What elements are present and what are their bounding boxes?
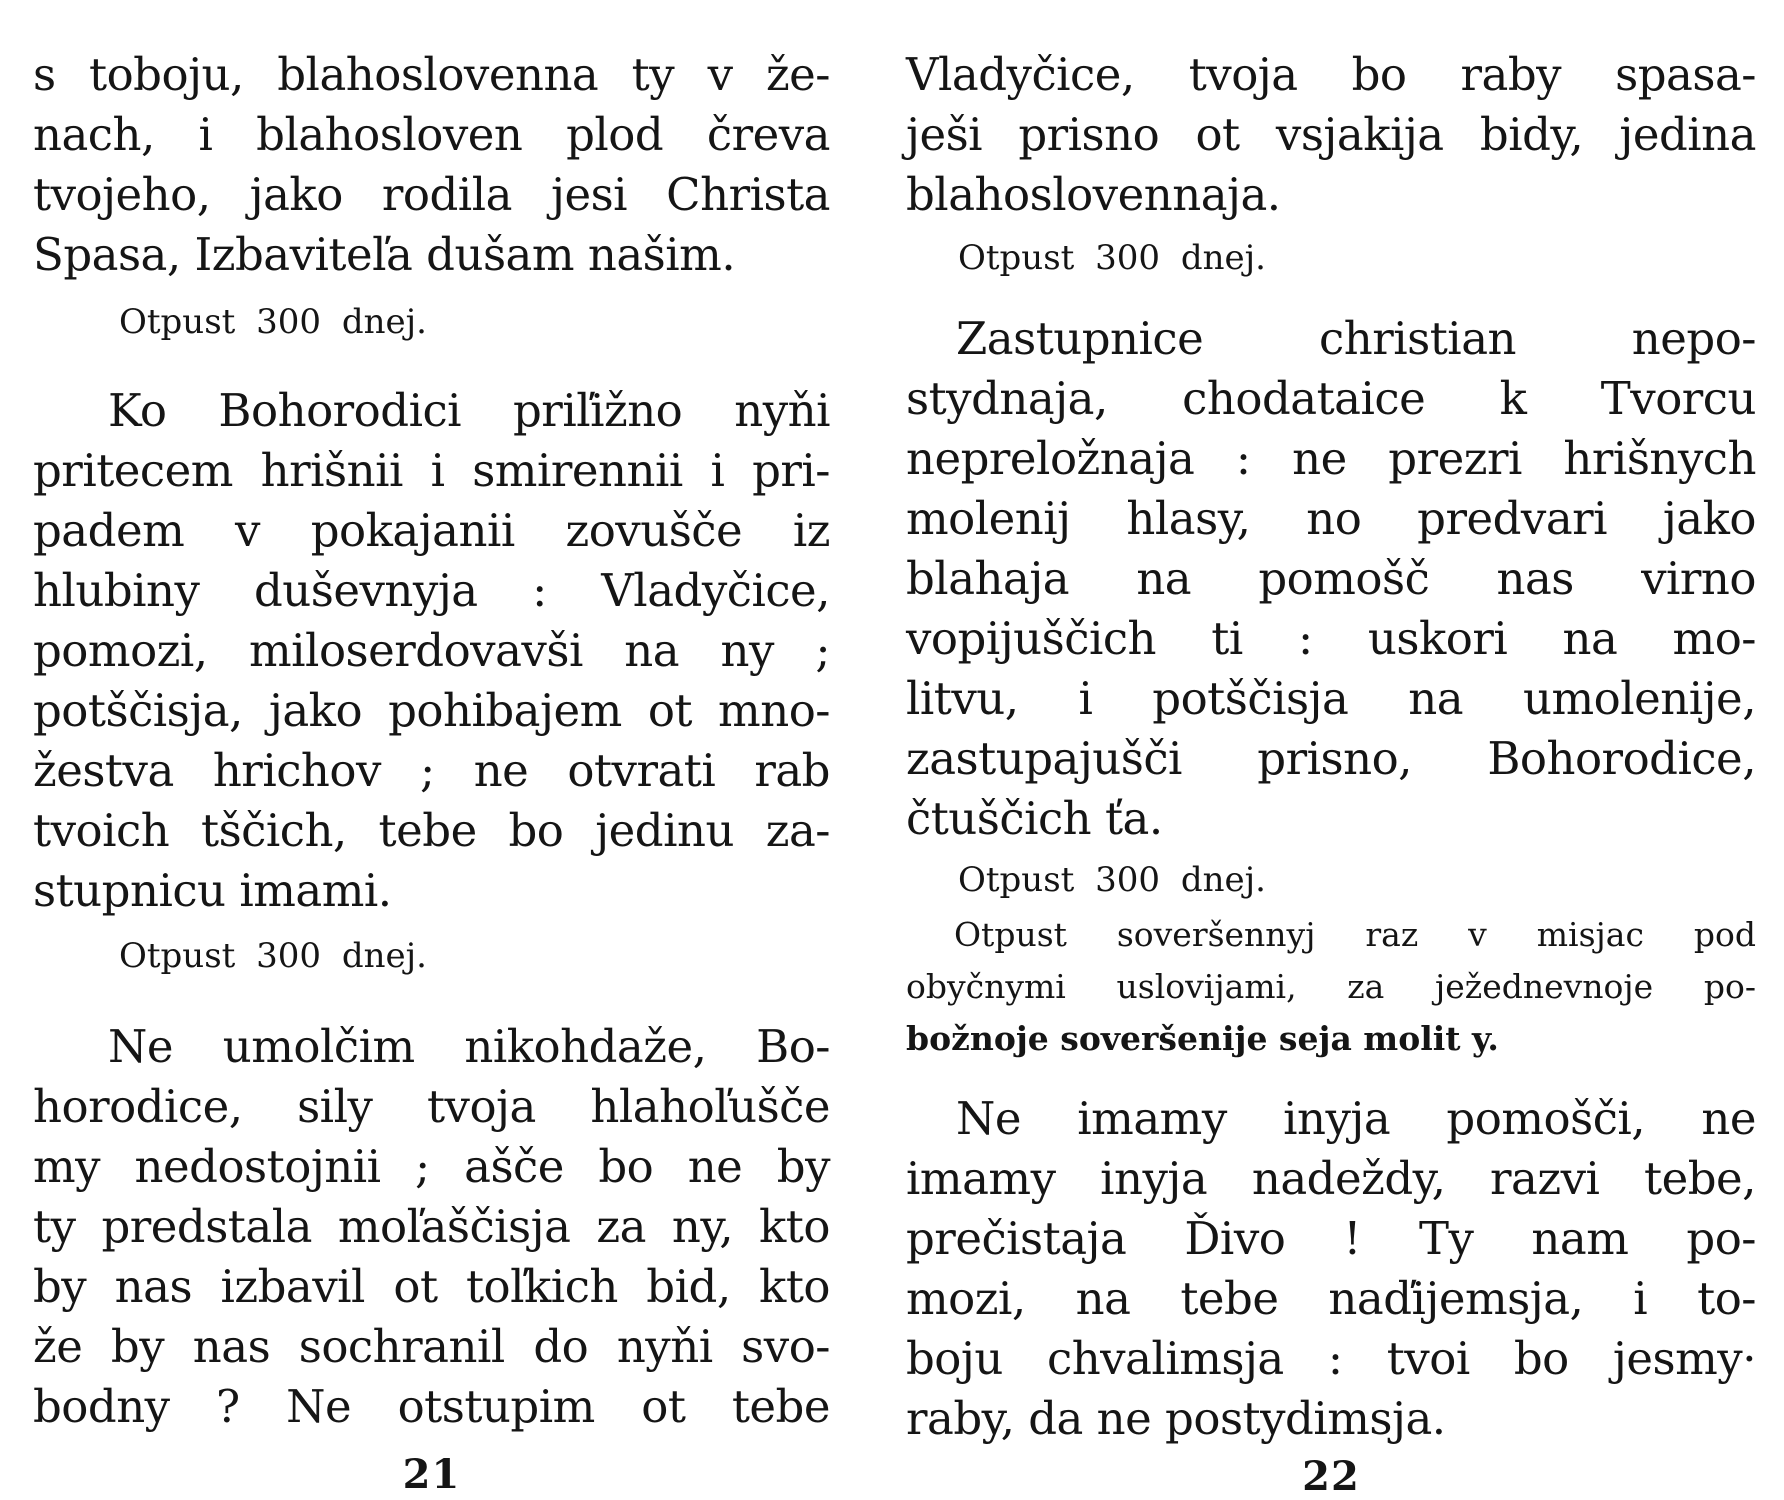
text-line: že by nas sochranil do nyňi svo- [33, 1320, 830, 1373]
text-line: Ne imamy inyja pomošči, ne [956, 1092, 1756, 1145]
indulgence-note [906, 857, 1756, 903]
text-line: boju chvalimsja : tvoi bo jesmy· [906, 1332, 1756, 1385]
paragraph [33, 381, 830, 921]
text-line: padem v pokajanii zovušče iz [33, 504, 830, 557]
paragraph [906, 1089, 1756, 1449]
page-number-right: 22 [1302, 1453, 1360, 1500]
text-line: čtuščich ťa. [906, 792, 1163, 845]
text-line: s toboju, blahoslovenna ty v že- [33, 48, 830, 101]
text-line: tvojeho, jako rodila jesi Christa [33, 168, 830, 221]
text-line: Zastupnice christian nepo- [956, 312, 1756, 365]
text-line: Spasa, Izbaviteľa dušam našim. [33, 228, 736, 281]
text-line: blahoslovennaja. [906, 168, 1281, 221]
text-line: litvu, i potščisja na umolenije, [906, 672, 1756, 725]
text-line: horodice, sily tvoja hlahoľušče [33, 1080, 830, 1133]
text-line: pomozi, miloserdovavši na ny ; [33, 624, 830, 677]
text-line: molenij hlasy, no predvari jako [906, 492, 1756, 545]
indulgence-note [33, 933, 830, 979]
text-line: hlubiny duševnyja : Vladyčice, [33, 564, 830, 617]
text-line: my nedostojnii ; ašče bo ne by [33, 1140, 830, 1193]
text-line: zastupajušči prisno, Bohorodice, [906, 732, 1756, 785]
paragraph [906, 309, 1756, 849]
text-line: božnoje soveršenije seja molit y. [906, 1019, 1499, 1058]
text-line: nepreložnaja : ne prezri hrišnych [906, 432, 1756, 485]
text-line: stydnaja, chodataice k Tvorcu [906, 372, 1756, 425]
page-right [906, 45, 1756, 1500]
text-line: tvoich tščich, tebe bo jedinu za- [33, 804, 830, 857]
text-line: žestva hrichov ; ne otvrati rab [33, 744, 830, 797]
text-line: pritecem hrišnii i smirennii i pri- [33, 444, 830, 497]
text-line: potščisja, jako pohibajem ot mno- [33, 684, 830, 737]
text-line: Otpust 300 dnej. [958, 238, 1266, 278]
text-line: Ne umolčim nikohdaže, Bo- [108, 1020, 830, 1073]
text-line: mozi, na tebe naďijemsja, i to- [906, 1272, 1756, 1325]
paragraph [33, 45, 830, 285]
page-number-left: 21 [402, 1451, 461, 1498]
indulgence-note [906, 235, 1756, 281]
text-line: Otpust 300 dnej. [958, 860, 1266, 900]
text-line: Otpust soveršennyj raz v misjac pod [954, 915, 1756, 954]
text-line: by nas izbavil ot toľkich bid, kto [33, 1260, 830, 1313]
page-left [33, 45, 830, 1498]
indulgence-note [33, 299, 830, 345]
text-line: prečistaja Ďivo ! Ty nam po- [906, 1212, 1756, 1265]
text-line: blahaja na pomošč nas virno [906, 552, 1756, 605]
text-line: Otpust 300 dnej. [119, 302, 427, 342]
text-line: Ko Bohorodici priľižno nyňi [108, 384, 830, 437]
text-line: ty predstala moľaščisja za ny, kto [33, 1200, 830, 1253]
paragraph [906, 45, 1756, 225]
text-line: vopijuščich ti : uskori na mo- [906, 612, 1756, 665]
text-line: imamy inyja nadeždy, razvi tebe, [906, 1152, 1756, 1205]
text-line: raby, da ne postydimsja. [906, 1392, 1446, 1445]
text-line: obyčnymi uslovijami, za ježednevnoje po- [906, 967, 1756, 1006]
text-line: Otpust 300 dnej. [119, 936, 427, 976]
page-left-blocks [33, 45, 830, 1437]
text-line: stupnicu imami. [33, 864, 392, 917]
text-line: Vladyčice, tvoja bo raby spasa- [906, 48, 1756, 101]
text-line: ješi prisno ot vsjakija bidy, jedina [906, 108, 1756, 161]
page-right-blocks [906, 45, 1756, 1449]
paragraph [33, 1017, 830, 1437]
text-line: bodny ? Ne otstupim ot tebe [33, 1380, 830, 1433]
text-line: nach, i blahosloven plod čreva [33, 108, 830, 161]
indulgence-note [906, 909, 1756, 1065]
